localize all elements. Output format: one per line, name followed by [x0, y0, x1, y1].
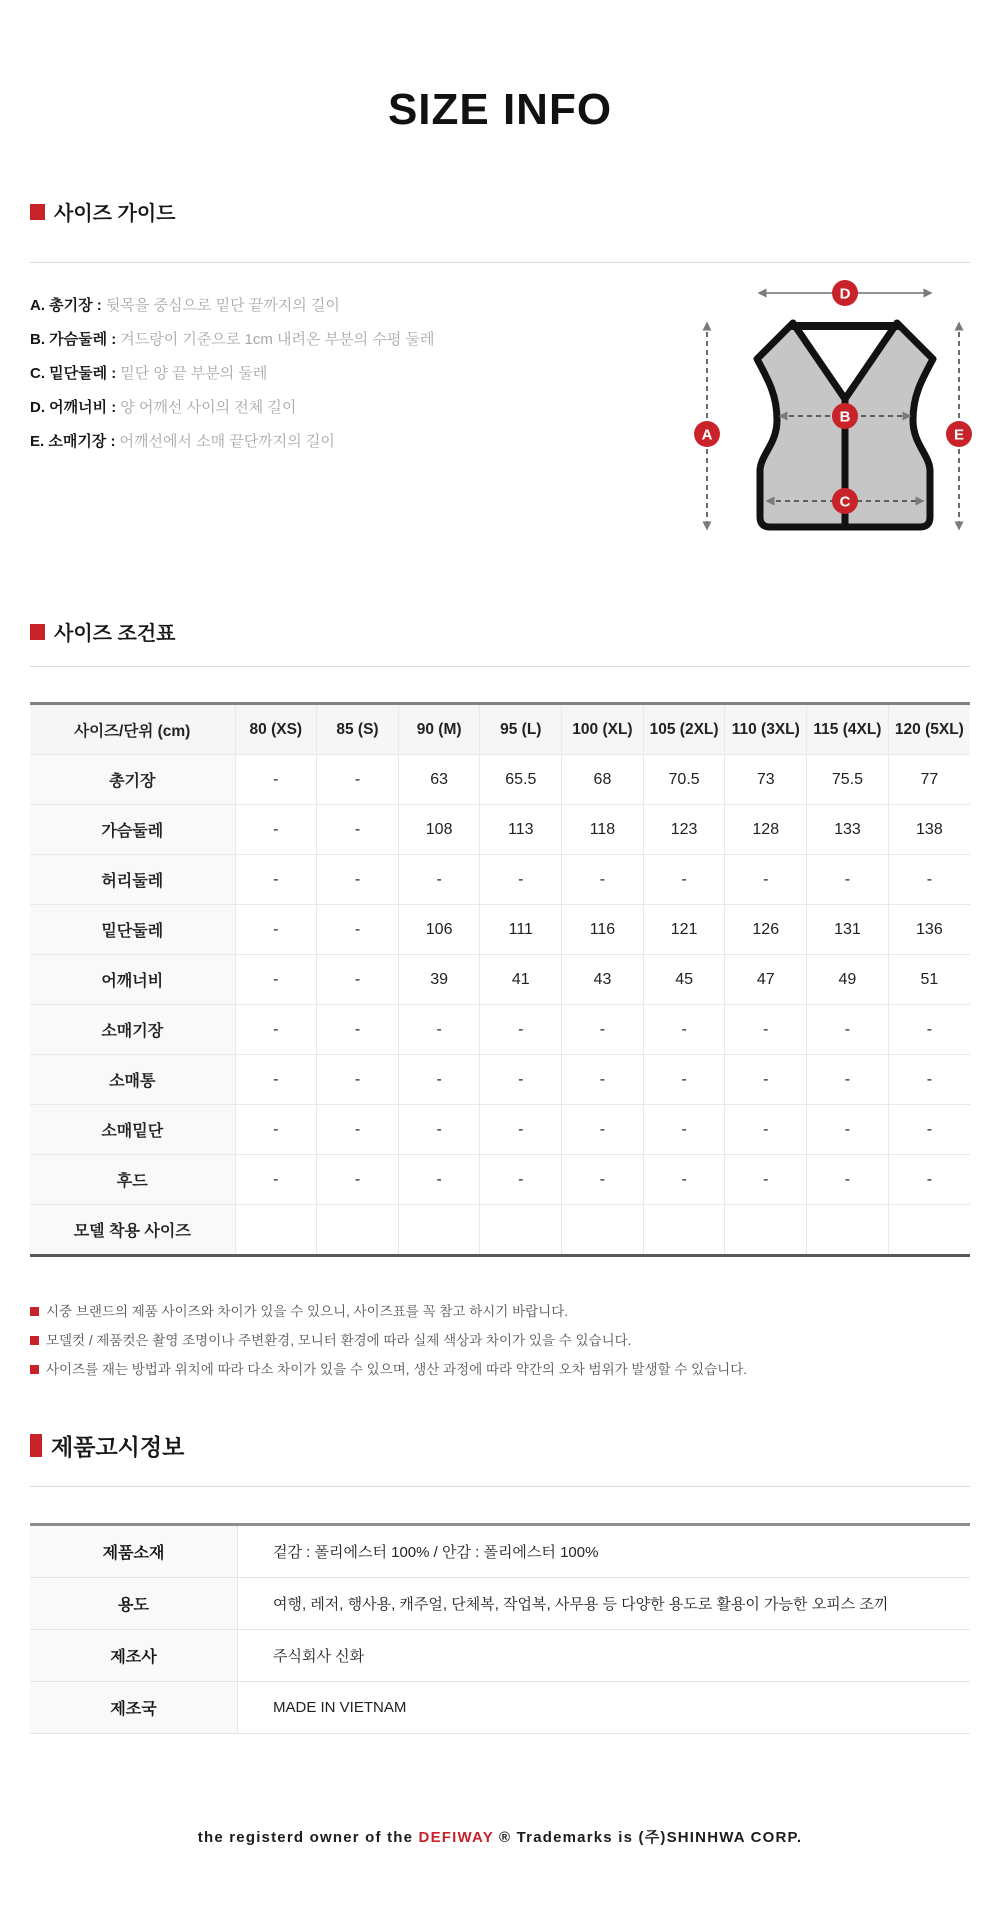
size-row — [30, 1155, 970, 1205]
diagram-label-d — [832, 280, 858, 306]
size-row-label: 허리둘레 — [30, 855, 235, 905]
section-title: 제품고시정보 — [51, 1434, 185, 1460]
size-cell — [888, 1205, 970, 1256]
diagram-label-a — [694, 421, 720, 447]
size-cell — [398, 1205, 480, 1256]
size-col-header: 115 (4XL) — [807, 704, 889, 755]
size-guide-body — [30, 263, 970, 559]
size-cell: - — [317, 1105, 399, 1155]
divider — [30, 1486, 970, 1487]
product-row-label: 용도 — [30, 1578, 238, 1630]
size-cell: - — [643, 1105, 725, 1155]
product-row-label: 제품소재 — [30, 1525, 238, 1578]
size-cell: - — [398, 855, 480, 905]
size-col-header: 110 (3XL) — [725, 704, 807, 755]
size-cell: - — [888, 1005, 970, 1055]
product-row — [30, 1682, 970, 1734]
size-cell: - — [888, 855, 970, 905]
size-row — [30, 905, 970, 955]
size-cell — [643, 1205, 725, 1256]
size-cell — [725, 1205, 807, 1256]
size-cell — [235, 1205, 317, 1256]
size-cell: - — [235, 805, 317, 855]
size-cell: - — [725, 1005, 807, 1055]
size-row-label: 소매통 — [30, 1055, 235, 1105]
size-cell: - — [480, 1155, 562, 1205]
diagram-label-e — [946, 421, 972, 447]
size-cell: - — [398, 1055, 480, 1105]
section-header-size-chart — [30, 617, 970, 646]
size-cell: - — [317, 855, 399, 905]
trademark-footer — [30, 1826, 970, 1847]
size-row-label: 후드 — [30, 1155, 235, 1205]
guide-item-desc: 뒷목을 중심으로 밑단 끝까지의 길이 — [105, 297, 340, 314]
size-cell: 51 — [888, 955, 970, 1005]
size-cell: - — [807, 1155, 889, 1205]
size-cell: - — [235, 855, 317, 905]
notice-item — [30, 1297, 970, 1326]
size-cell: - — [317, 1155, 399, 1205]
size-cell: - — [317, 1005, 399, 1055]
svg-text:A: A — [701, 426, 713, 444]
size-header-row — [30, 704, 970, 755]
diagram-label-b — [832, 403, 858, 429]
svg-text:C: C — [839, 493, 851, 511]
size-cell: 108 — [398, 805, 480, 855]
guide-item-label: C. 밑단둘레 : — [30, 365, 117, 382]
divider — [30, 666, 970, 667]
notice-item — [30, 1326, 970, 1355]
size-cell: 133 — [807, 805, 889, 855]
size-cell: 73 — [725, 755, 807, 805]
size-row — [30, 1205, 970, 1256]
size-cell: 45 — [643, 955, 725, 1005]
note-bullet-icon — [30, 1365, 39, 1374]
size-cell: 106 — [398, 905, 480, 955]
size-cell: 43 — [562, 955, 644, 1005]
size-cell: - — [643, 1005, 725, 1055]
size-col-header: 사이즈/단위 (cm) — [30, 704, 235, 755]
size-cell: 65.5 — [480, 755, 562, 805]
size-cell: 118 — [562, 805, 644, 855]
size-cell: 39 — [398, 955, 480, 1005]
notice-text: 사이즈를 재는 방법과 위치에 따라 다소 차이가 있을 수 있으며, 생산 과정에 따라 약간의 오차 범위가 발생할 수 있습니다. — [46, 1362, 747, 1377]
size-row-label: 소매기장 — [30, 1005, 235, 1055]
guide-item-label: E. 소매기장 : — [30, 433, 116, 450]
size-cell: 136 — [888, 905, 970, 955]
size-cell: 131 — [807, 905, 889, 955]
notice-text: 시중 브랜드의 제품 사이즈와 차이가 있을 수 있으니, 사이즈표를 꼭 참고 하시기 바랍니다. — [46, 1304, 568, 1319]
size-col-header: 90 (M) — [398, 704, 480, 755]
guide-item-label: D. 어깨너비 : — [30, 399, 117, 416]
product-row-value: 여행, 레저, 행사용, 캐주얼, 단체복, 작업복, 사무용 등 다양한 용도로 활용이 가능한 오피스 조끼 — [238, 1578, 971, 1630]
size-col-header: 105 (2XL) — [643, 704, 725, 755]
size-cell: 47 — [725, 955, 807, 1005]
size-cell — [562, 1205, 644, 1256]
guide-item-desc: 양 어깨선 사이의 전체 길이 — [120, 399, 297, 416]
size-cell: - — [643, 1055, 725, 1105]
size-cell: - — [562, 1005, 644, 1055]
size-cell: - — [807, 855, 889, 905]
size-row — [30, 1005, 970, 1055]
size-cell: 123 — [643, 805, 725, 855]
section-header-product-info — [30, 1429, 970, 1462]
size-chart-table — [30, 702, 970, 1257]
size-cell: - — [807, 1005, 889, 1055]
size-cell: - — [235, 1005, 317, 1055]
size-cell: - — [398, 1105, 480, 1155]
size-col-header: 100 (XL) — [562, 704, 644, 755]
section-bullet-icon — [30, 204, 45, 220]
size-cell: 68 — [562, 755, 644, 805]
size-col-header: 120 (5XL) — [888, 704, 970, 755]
note-bullet-icon — [30, 1307, 39, 1316]
size-row — [30, 755, 970, 805]
size-row — [30, 1055, 970, 1105]
footer-brand: DEFIWAY — [418, 1829, 494, 1846]
size-row-label: 밑단둘레 — [30, 905, 235, 955]
product-row-label: 제조국 — [30, 1682, 238, 1734]
guide-item-label: A. 총기장 : — [30, 297, 102, 314]
size-cell: - — [562, 1105, 644, 1155]
size-cell: - — [888, 1055, 970, 1105]
size-cell: - — [725, 1155, 807, 1205]
product-row — [30, 1525, 970, 1578]
section-bullet-icon — [30, 624, 45, 640]
footer-text-suffix: ® Trademarks is (주)SHINHWA CORP. — [493, 1829, 803, 1846]
size-cell: 113 — [480, 805, 562, 855]
size-cell: 116 — [562, 905, 644, 955]
notice-text: 모델컷 / 제품컷은 촬영 조명이나 주변환경, 모니터 환경에 따라 실제 색상과 차이가 있을 수 있습니다. — [46, 1333, 632, 1348]
size-cell: 49 — [807, 955, 889, 1005]
section-header-size-guide — [30, 197, 970, 226]
size-cell: 128 — [725, 805, 807, 855]
size-cell: - — [725, 1105, 807, 1155]
svg-text:D: D — [839, 285, 851, 303]
guide-item-desc: 어깨선에서 소매 끝단까지의 길이 — [119, 433, 335, 450]
size-cell: 63 — [398, 755, 480, 805]
size-cell: - — [888, 1105, 970, 1155]
diagram-label-c — [832, 488, 858, 514]
section-title: 사이즈 조건표 — [54, 623, 176, 645]
guide-item-label: B. 가슴둘레 : — [30, 331, 117, 348]
size-cell: - — [480, 1055, 562, 1105]
size-row — [30, 855, 970, 905]
size-row-label: 가슴둘레 — [30, 805, 235, 855]
size-cell: - — [725, 855, 807, 905]
size-cell: 138 — [888, 805, 970, 855]
product-row — [30, 1578, 970, 1630]
size-cell: - — [725, 1055, 807, 1105]
notice-list — [30, 1297, 970, 1384]
note-bullet-icon — [30, 1336, 39, 1345]
product-row — [30, 1630, 970, 1682]
size-cell: - — [480, 855, 562, 905]
size-cell: - — [235, 955, 317, 1005]
size-row — [30, 1105, 970, 1155]
size-row-label: 모델 착용 사이즈 — [30, 1205, 235, 1256]
size-row — [30, 955, 970, 1005]
size-cell: 111 — [480, 905, 562, 955]
size-cell: - — [480, 1105, 562, 1155]
size-cell: - — [807, 1105, 889, 1155]
page-title: SIZE INFO — [387, 85, 613, 134]
product-info-table — [30, 1523, 970, 1734]
size-cell: - — [643, 1155, 725, 1205]
size-row-label: 소매밑단 — [30, 1105, 235, 1155]
size-col-header: 95 (L) — [480, 704, 562, 755]
product-row-value: 주식회사 신화 — [238, 1630, 971, 1682]
size-cell: - — [643, 855, 725, 905]
section-bullet-icon — [30, 1434, 42, 1457]
size-cell: - — [235, 1105, 317, 1155]
size-cell: - — [235, 905, 317, 955]
product-row-value: 겉감 : 폴리에스터 100% / 안감 : 폴리에스터 100% — [238, 1525, 971, 1578]
size-cell: 77 — [888, 755, 970, 805]
vest-measurement-diagram — [683, 277, 975, 549]
size-cell: - — [317, 1055, 399, 1105]
size-col-header: 85 (S) — [317, 704, 399, 755]
size-cell: - — [235, 1055, 317, 1105]
size-row — [30, 805, 970, 855]
guide-item-desc: 겨드랑이 기준으로 1cm 내려온 부분의 수평 둘레 — [120, 331, 435, 348]
notice-item — [30, 1355, 970, 1384]
size-cell: 70.5 — [643, 755, 725, 805]
size-cell — [317, 1205, 399, 1256]
svg-text:E: E — [953, 426, 965, 444]
size-row-label: 어깨너비 — [30, 955, 235, 1005]
size-cell: 41 — [480, 955, 562, 1005]
size-cell: - — [480, 1005, 562, 1055]
size-cell: - — [317, 905, 399, 955]
guide-item-desc: 밑단 양 끝 부분의 둘레 — [120, 365, 268, 382]
size-col-header: 80 (XS) — [235, 704, 317, 755]
size-cell — [480, 1205, 562, 1256]
size-cell: - — [562, 1155, 644, 1205]
size-cell — [807, 1205, 889, 1256]
size-cell: - — [398, 1005, 480, 1055]
size-cell: - — [235, 1155, 317, 1205]
size-cell: - — [562, 1055, 644, 1105]
size-cell: - — [317, 955, 399, 1005]
footer-text-prefix: the registerd owner of the — [197, 1829, 419, 1846]
size-cell: - — [807, 1055, 889, 1105]
size-cell: - — [235, 755, 317, 805]
size-row-label: 총기장 — [30, 755, 235, 805]
size-cell: 75.5 — [807, 755, 889, 805]
size-cell: 121 — [643, 905, 725, 955]
size-cell: - — [562, 855, 644, 905]
size-cell: - — [398, 1155, 480, 1205]
svg-text:B: B — [839, 408, 851, 426]
size-cell: - — [317, 755, 399, 805]
size-cell: 126 — [725, 905, 807, 955]
size-cell: - — [888, 1155, 970, 1205]
product-row-value: MADE IN VIETNAM — [238, 1682, 971, 1734]
section-title: 사이즈 가이드 — [54, 203, 176, 225]
size-cell: - — [317, 805, 399, 855]
product-row-label: 제조사 — [30, 1630, 238, 1682]
